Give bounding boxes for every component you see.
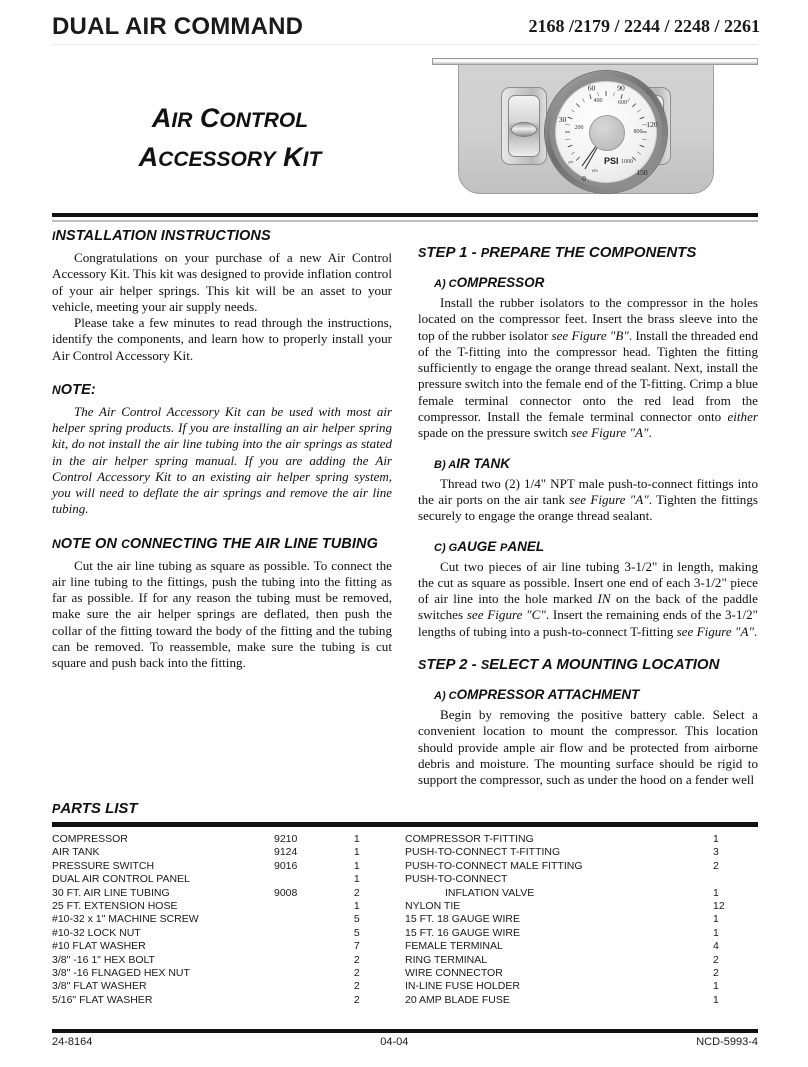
step1a-figure-a-ref: see Figure "A" (571, 425, 649, 441)
parts-row (405, 994, 758, 1007)
parts-row-number (274, 954, 354, 967)
parts-row-number (274, 994, 354, 1007)
parts-row (52, 927, 405, 940)
parts-row-number (643, 927, 713, 940)
step1b-text-1: Thread two (2) 1/4" NPT male push-to-connect fittings into the air ports on the air tank (418, 475, 758, 507)
heading-tubing-cap1: N (52, 536, 61, 551)
kit-title-line-1: AIR CONTROL (151, 103, 309, 133)
step1c-text-4: . (754, 623, 758, 639)
brand-title: DUAL AIR COMMAND (52, 13, 304, 40)
heading-step2-rest: ELECT A MOUNTING LOCATION (489, 656, 720, 674)
heading-step-2 (418, 656, 758, 673)
kit-title-line-2: ACCESSORY KIT (138, 142, 322, 172)
parts-row-name: COMPRESSOR T-FITTING (405, 833, 534, 845)
model-numbers: 2168 /2179 / 2244 / 2248 / 2261 (528, 16, 760, 36)
parts-row-number (274, 980, 354, 993)
parts-row-qty: 2 (713, 859, 719, 872)
heading-tubing-rest: ONNECTING THE AIR LINE TUBING (129, 535, 378, 552)
heading-step1b-air-tank (434, 456, 758, 471)
parts-row-qty: 2 (353, 966, 360, 979)
parts-row (52, 846, 405, 859)
parts-row-name: #10-32 x 1" MACHINE SCREW (52, 913, 199, 926)
footer-right-code: NCD-5993-4 (696, 1036, 758, 1048)
parts-row-name: 20 AMP BLADE FUSE (405, 993, 510, 1006)
pressure-gauge-icon (545, 71, 667, 193)
svg-text:600: 600 (618, 100, 627, 106)
air-control-panel-illustration (430, 52, 760, 204)
paddle-switch-left (501, 87, 547, 165)
heading-note (52, 382, 392, 398)
heading-step2a-rest: OMPRESSOR ATTACHMENT (456, 687, 640, 703)
parts-row-number (274, 913, 354, 926)
step1a-text-2: . Install the threaded end of the T-fitting into the compressor head. Tighten the fitting sufficiently to engage the orange thread sealant. Next, install the pressure switch into the female end of the T-fitting. Crimp a blue female terminal connector onto the red lead from the compressor. Install the female terminal connector onto (418, 327, 758, 425)
gauge-unit-label: PSI (603, 156, 619, 167)
step1c-paragraph (418, 559, 758, 640)
parts-row (52, 940, 405, 953)
parts-row-number: 9016 (274, 859, 298, 872)
parts-row-number (643, 967, 713, 980)
parts-row-name: RING TERMINAL (405, 953, 488, 966)
left-text-column (52, 228, 392, 672)
step2a-paragraph: Begin by removing the positive battery cable. Select a convenient location to mount the compressor. This location should provide ample air flow and be protected from airborne debris and moisture. The mounting surface should be rigid to support the compressor, such as under the hood on a fender well (418, 707, 758, 788)
heading-step1-mid: TEP 1 - (426, 244, 481, 261)
parts-row-qty (713, 873, 758, 886)
step1c-figure-a-ref: see Figure "A" (676, 623, 754, 639)
panel-housing (458, 64, 714, 194)
parts-row-number (643, 980, 713, 993)
parts-row-number (274, 940, 354, 953)
parts-row-number: 9124 (274, 846, 298, 859)
parts-row-number (274, 927, 354, 940)
step1c-text-3: . Insert the remaining ends of the 3-1/2" lengths of tubing into a push-to-connect T-fitting (418, 607, 758, 639)
parts-row (405, 846, 758, 859)
parts-row-name: IN-LINE FUSE HOLDER (405, 980, 520, 993)
parts-row-name: #10 FLAT WASHER (52, 940, 146, 953)
kit-title (60, 100, 400, 178)
step1c-text-2: on the back of the paddle switches (418, 591, 758, 623)
parts-list-top-rule (52, 822, 758, 827)
heading-installation-instructions (52, 228, 392, 244)
heading-step2-cap: S (418, 658, 427, 673)
parts-row-qty: 1 (353, 899, 360, 912)
parts-row-qty: 1 (353, 859, 360, 872)
heading-installation-rest: NSTALLATION INSTRUCTIONS (55, 228, 271, 244)
parts-row-name: PUSH-TO-CONNECT MALE FITTING (405, 859, 583, 872)
heading-step1-rest: REPARE THE COMPONENTS (489, 244, 697, 261)
parts-row-qty: 3 (713, 846, 719, 859)
parts-row-name: INFLATION VALVE (445, 886, 535, 899)
gauge-center-hub (589, 115, 625, 151)
step1a-text-4: . (648, 425, 652, 441)
svg-text:150: 150 (636, 168, 648, 177)
tubing-paragraph: Cut the air line tubing as square as possible. To connect the air line tubing to the fittings, push the tubing into the fitting as far as possible. If for any reason the tubing must be removed, make sure the air helper springs are deflated, then push the collar of the fitting toward the body of the fitting and the tubing can be removed. To reassemble, make sure the tubing is cut square and push back into the fitting. (52, 557, 392, 671)
step1a-paragraph (418, 295, 758, 442)
parts-row-qty: 2 (353, 993, 360, 1006)
svg-text:1000: 1000 (621, 159, 633, 165)
parts-row-name: PUSH-TO-CONNECT T-FITTING (405, 846, 561, 859)
parts-row-name: DUAL AIR CONTROL PANEL (52, 873, 190, 886)
parts-row (405, 913, 758, 926)
parts-row-name: 3/8" FLAT WASHER (52, 980, 147, 993)
parts-row-number (643, 887, 713, 900)
parts-row (52, 833, 405, 846)
parts-row (405, 873, 758, 886)
parts-row-name: AIR TANK (52, 846, 100, 859)
parts-row-name: 25 FT. EXTENSION HOSE (52, 899, 178, 912)
parts-row-name: COMPRESSOR (52, 833, 128, 845)
parts-row-qty: 1 (713, 993, 719, 1006)
parts-row-qty: 2 (353, 980, 360, 993)
footer-center-date: 04-04 (380, 1036, 409, 1048)
parts-row-name: PUSH-TO-CONNECT (405, 873, 508, 886)
parts-row (405, 980, 758, 993)
step1a-figure-b-ref: see Figure "B" (551, 327, 629, 343)
parts-row-qty: 2 (713, 966, 719, 979)
heading-tubing-mid: OTE ON (60, 535, 122, 552)
page-footer (52, 1036, 758, 1048)
parts-row (405, 954, 758, 967)
heading-installation-cap: I (52, 229, 56, 243)
svg-text:psi: psi (568, 159, 574, 164)
step1c-in-emphasis: IN (597, 591, 611, 607)
parts-row (52, 873, 405, 886)
parts-list-heading-cap: P (52, 802, 61, 816)
step1a-text-3: spade on the pressure switch (418, 425, 572, 441)
parts-row (405, 940, 758, 953)
heading-step1a-label: A) C (434, 278, 457, 290)
step1c-figure-c-ref: see Figure "C" (466, 607, 546, 623)
paddle-switch-left-ridge (511, 122, 537, 137)
parts-row-name: FEMALE TERMINAL (405, 940, 503, 953)
parts-row (52, 994, 405, 1007)
heading-step1a-compressor (434, 275, 758, 290)
installation-paragraph-1: Congratulations on your purchase of a new Air Control Accessory Kit. This kit was designed to provide inflation control of your air helper springs. This kit will be an asset to your vehicle, meeting your air supply needs. (52, 250, 392, 314)
parts-row (405, 900, 758, 913)
parts-row-number (643, 860, 713, 873)
parts-row (52, 860, 405, 873)
parts-row-qty: 1 (713, 926, 719, 939)
parts-row-qty: 1 (713, 980, 719, 993)
parts-row-number (643, 833, 713, 846)
heading-tubing-cap2: C (121, 536, 130, 551)
svg-text:120: 120 (646, 120, 658, 129)
heading-step1b-label: B) A (434, 458, 457, 471)
parts-row-qty: 4 (713, 940, 719, 953)
parts-row-number: 9210 (274, 833, 298, 845)
parts-row-number (643, 940, 713, 953)
heading-step1c-label: C) G (434, 541, 458, 554)
parts-row-name: 15 FT. 18 GAUGE WIRE (405, 913, 520, 926)
parts-row-qty: 1 (713, 913, 719, 926)
parts-row-number (643, 873, 713, 886)
heading-step1a-rest: OMPRESSOR (456, 275, 545, 290)
parts-table-left (52, 833, 405, 1007)
step1b-paragraph (418, 476, 758, 525)
heading-step1c-rest2: ANEL (507, 538, 545, 554)
parts-row-qty: 2 (353, 953, 360, 966)
step1b-text-2: . Tighten the fittings securely to engage the orange thread sealant. (418, 491, 758, 524)
page-header (0, 0, 808, 205)
parts-row (52, 900, 405, 913)
parts-row-name: PRESSURE SWITCH (52, 859, 155, 872)
parts-row-number (643, 900, 713, 913)
parts-row (52, 913, 405, 926)
heading-note-on-connecting-tubing (52, 536, 392, 552)
svg-text:0: 0 (582, 174, 586, 183)
heading-step1c-gauge-panel (434, 539, 758, 554)
parts-list-table (52, 833, 758, 1007)
svg-text:400: 400 (593, 98, 603, 104)
parts-list-heading (52, 800, 138, 817)
step1a-text-1: Install the rubber isolators to the compressor in the holes located on the compressor feet. Insert the brass sleeve into the top of the rubber isolator (418, 295, 758, 343)
heading-step1c-rest: AUGE (457, 538, 500, 554)
parts-row-number (643, 994, 713, 1007)
svg-text:90: 90 (617, 83, 625, 93)
svg-text:30: 30 (558, 115, 567, 124)
parts-row-qty: 5 (353, 913, 360, 926)
footer-rule (52, 1029, 758, 1033)
header-hairline (52, 44, 758, 45)
parts-row-number: 9008 (274, 886, 298, 899)
parts-row (52, 887, 405, 900)
svg-text:kPa: kPa (591, 168, 599, 173)
parts-row-qty: 1 (353, 846, 360, 859)
installation-paragraph-2: Please take a few minutes to read through the instructions, identify the components, and learn how to properly install your Air Control Accessory Kit. (52, 315, 392, 363)
heading-step1b-rest: IR TANK (456, 455, 510, 471)
parts-row-name: #10-32 LOCK NUT (52, 926, 141, 939)
heading-note-rest: OTE: (60, 382, 96, 399)
parts-row-number (274, 873, 354, 886)
heading-step1-cap: S (418, 246, 427, 260)
parts-row-number (274, 967, 354, 980)
parts-row-name: NYLON TIE (405, 899, 461, 912)
heading-step-1 (418, 244, 758, 261)
parts-row-name: 3/8" -16 1" HEX BOLT (52, 953, 155, 966)
parts-row-name: 5/16" FLAT WASHER (52, 993, 153, 1006)
heading-step2-mid: TEP 2 - (426, 656, 481, 674)
parts-row-number (643, 846, 713, 859)
step1c-text-1: Cut two pieces of air line tubing 3-1/2" in length, making the cut as square as possible. Insert one end of each 3-1/2" piece of air line into the hole marked (418, 558, 758, 607)
parts-row-qty: 1 (353, 873, 360, 886)
header-divider-rule (52, 213, 758, 217)
parts-row-number (643, 913, 713, 926)
parts-row (52, 980, 405, 993)
parts-list-heading-rest: ARTS LIST (60, 800, 138, 817)
parts-row-qty: 1 (713, 833, 719, 845)
parts-row (405, 833, 758, 846)
svg-text:200: 200 (574, 125, 584, 131)
note-paragraph: The Air Control Accessory Kit can be used with most air helper spring products. If you are installing an air helper spring kit, do not install the air line tubing into the air springs as stated in the air helper spring manual. If you are adding the Air Control Accessory Kit to an existing air helper spring system, you will need to deflate the air springs and remove the air line tubing. (52, 404, 392, 517)
heading-step1-cap2: P (480, 246, 490, 260)
parts-row-qty: 1 (713, 886, 719, 899)
parts-row-name: 15 FT. 16 GAUGE WIRE (405, 926, 520, 939)
parts-list-right-column (405, 833, 758, 1007)
parts-row-name: 3/8" -16 FLNAGED HEX NUT (52, 966, 190, 979)
parts-row (405, 927, 758, 940)
step1a-either-emphasis: either (727, 409, 758, 425)
heading-step2a-label: A) C (434, 690, 457, 703)
parts-row-qty: 2 (713, 953, 719, 966)
parts-row-name: WIRE CONNECTOR (405, 966, 503, 979)
footer-left-code: 24-8164 (52, 1036, 93, 1048)
heading-step2a-compressor-attachment (434, 687, 758, 702)
svg-text:800: 800 (633, 129, 643, 135)
parts-row (52, 967, 405, 980)
parts-row (405, 887, 758, 900)
paddle-switch-left-face (508, 95, 540, 157)
svg-text:60: 60 (587, 83, 596, 93)
heading-step1c-cap2: P (500, 541, 508, 554)
parts-row-qty: 7 (353, 940, 360, 953)
parts-list-left-column (52, 833, 405, 1007)
right-text-column (418, 228, 758, 789)
parts-table-right (405, 833, 758, 1007)
parts-row (52, 954, 405, 967)
step1b-figure-a-ref: see Figure "A" (569, 491, 649, 507)
parts-row (405, 860, 758, 873)
parts-row-number (274, 900, 354, 913)
heading-step2-cap2: S (480, 658, 490, 673)
parts-row-qty: 12 (713, 899, 725, 912)
parts-row-number (643, 954, 713, 967)
heading-note-cap: N (52, 383, 61, 398)
header-divider-rule-thin (52, 220, 758, 222)
parts-row-name: 30 FT. AIR LINE TUBING (52, 886, 170, 899)
parts-row-qty: 5 (353, 926, 360, 939)
parts-row-qty: 1 (353, 833, 360, 845)
parts-row-qty: 2 (353, 886, 360, 899)
parts-row (405, 967, 758, 980)
